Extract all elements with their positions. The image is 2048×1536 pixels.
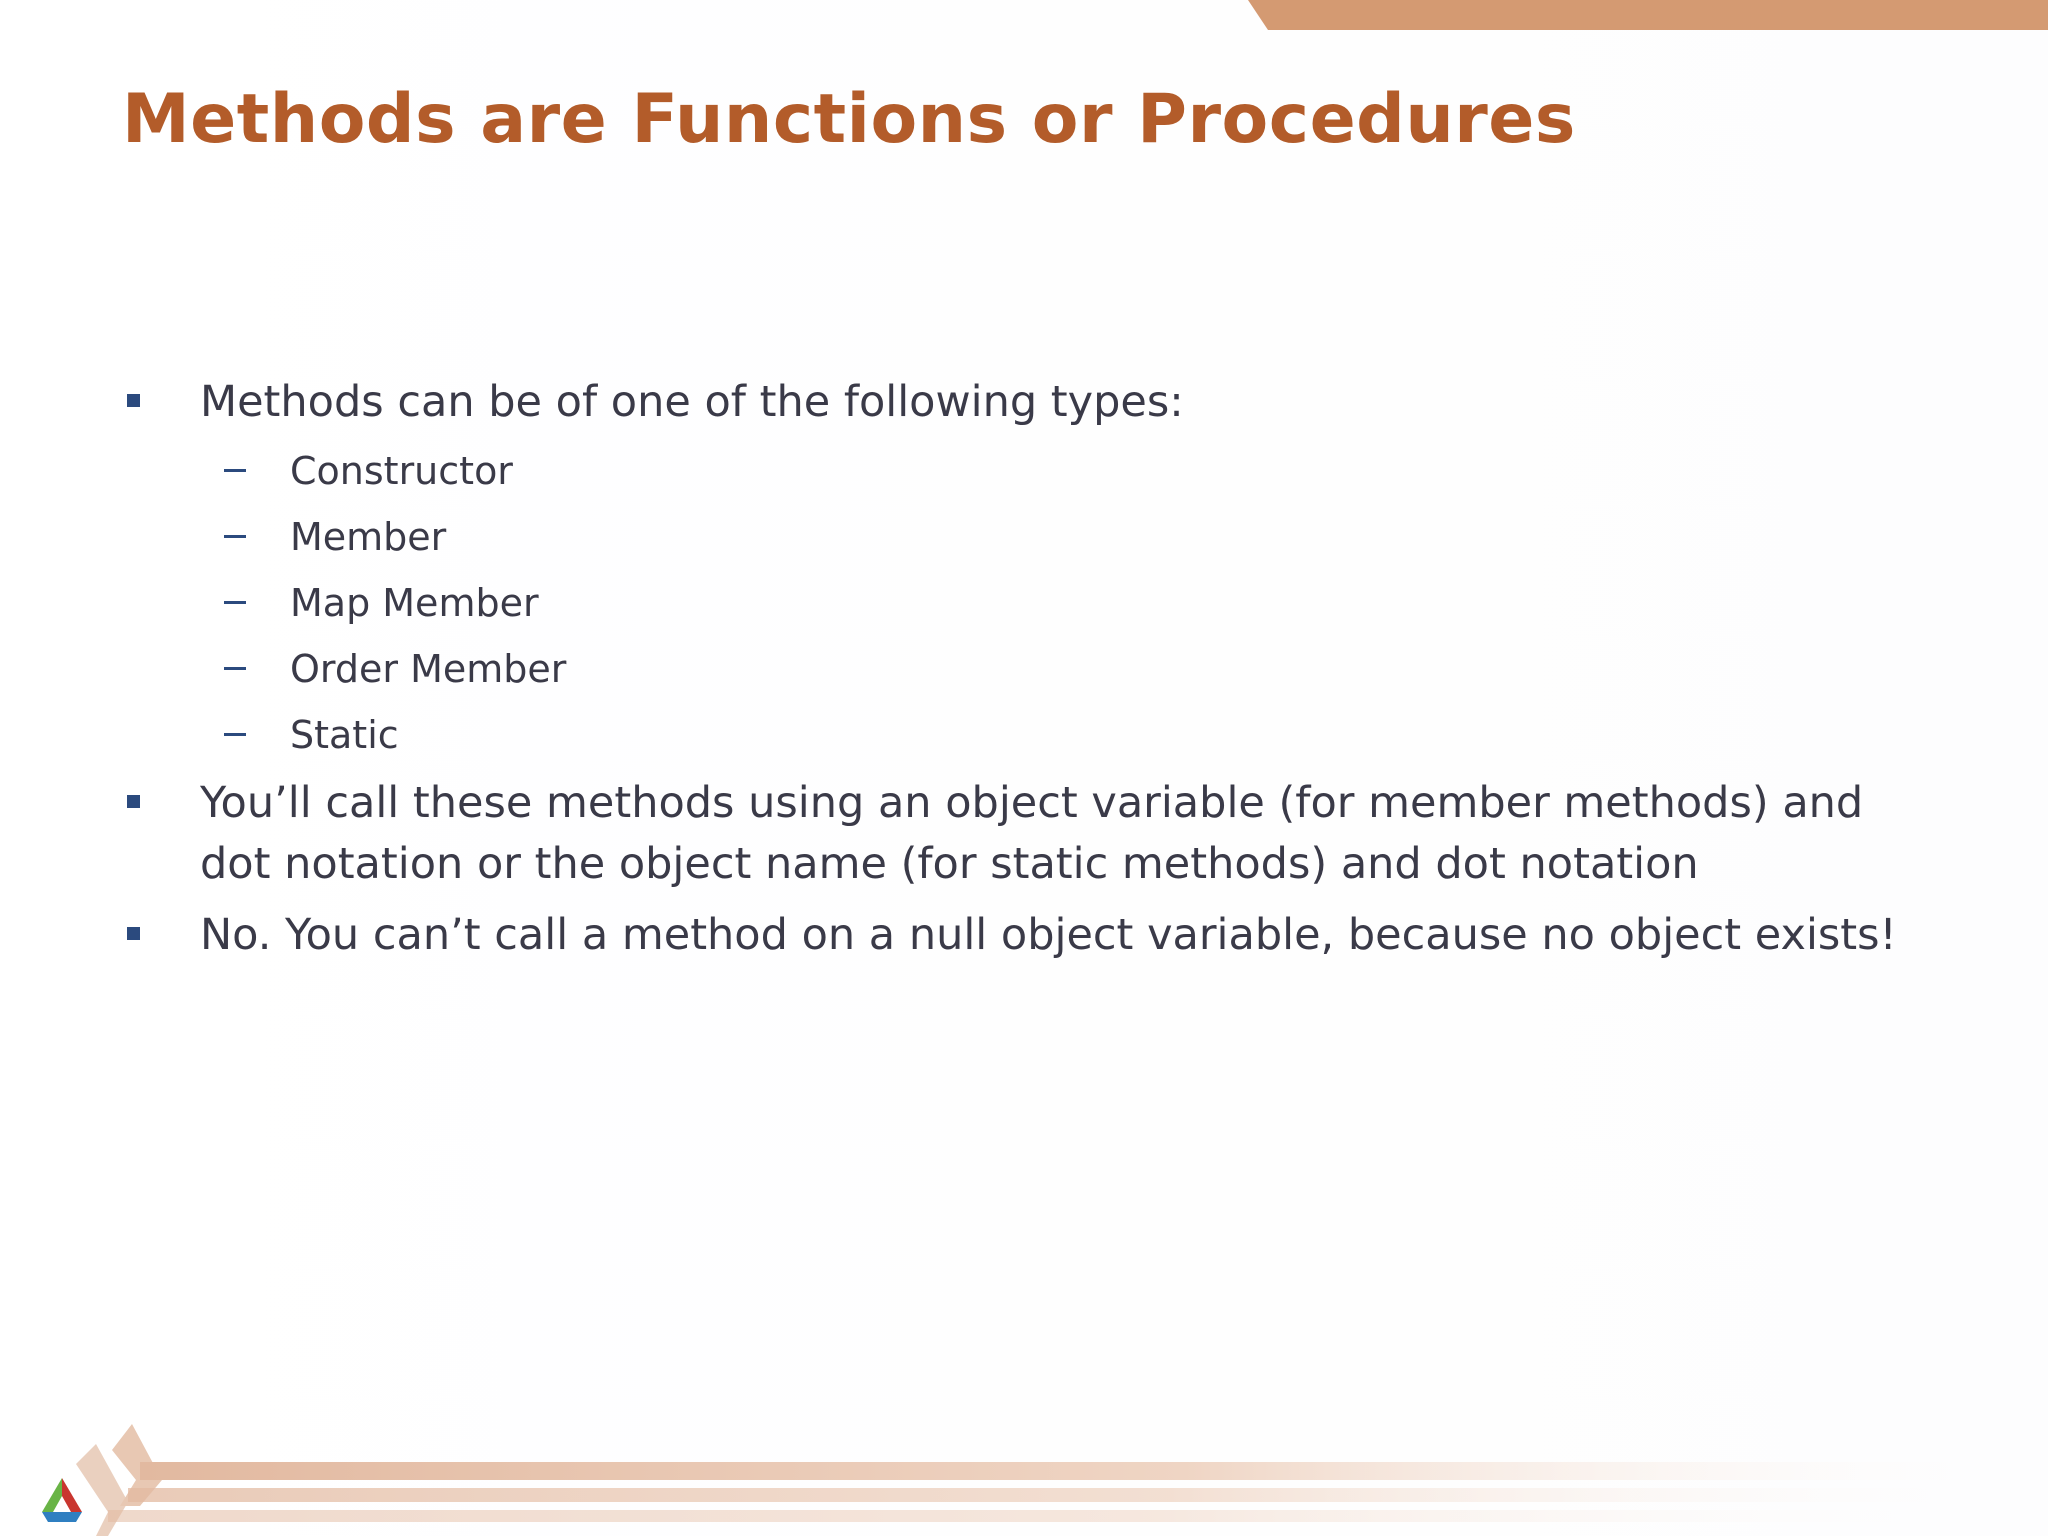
bullet-item-3 [122, 905, 1922, 966]
subitem-static [122, 707, 1922, 763]
subitem-member [122, 509, 1922, 565]
subitem-text: Map Member [290, 581, 539, 625]
dash-bullet-icon [224, 733, 246, 736]
square-bullet-icon [127, 927, 140, 940]
square-bullet-icon [127, 795, 140, 808]
bottom-accent-band [0, 1410, 2048, 1536]
bullet-text: No. You can’t call a method on a null object variable, because no object exists! [200, 910, 1897, 960]
subitem-text: Constructor [290, 449, 513, 493]
dash-bullet-icon [224, 667, 246, 670]
slide-title: Methods are Functions or Procedures [122, 80, 1576, 159]
dash-bullet-icon [224, 535, 246, 538]
dash-bullet-icon [224, 601, 246, 604]
tricolor-triangle-logo-icon [42, 1478, 82, 1522]
subitem-constructor [122, 443, 1922, 499]
bullet-item-2 [122, 773, 1922, 895]
bullet-list [122, 372, 1922, 976]
subitem-map-member [122, 575, 1922, 631]
bullet-text: Methods can be of one of the following types: [200, 377, 1184, 427]
bullet-item-1 [122, 372, 1922, 433]
subitem-text: Member [290, 515, 447, 559]
subitem-order-member [122, 641, 1922, 697]
dash-bullet-icon [224, 469, 246, 472]
subitem-text: Order Member [290, 647, 567, 691]
top-accent-band [0, 0, 2048, 40]
square-bullet-icon [127, 394, 140, 407]
subitem-text: Static [290, 713, 399, 757]
bullet-text: You’ll call these methods using an object variable (for member methods) and dot notation or the object name (for static methods) and dot notation [200, 778, 1864, 889]
